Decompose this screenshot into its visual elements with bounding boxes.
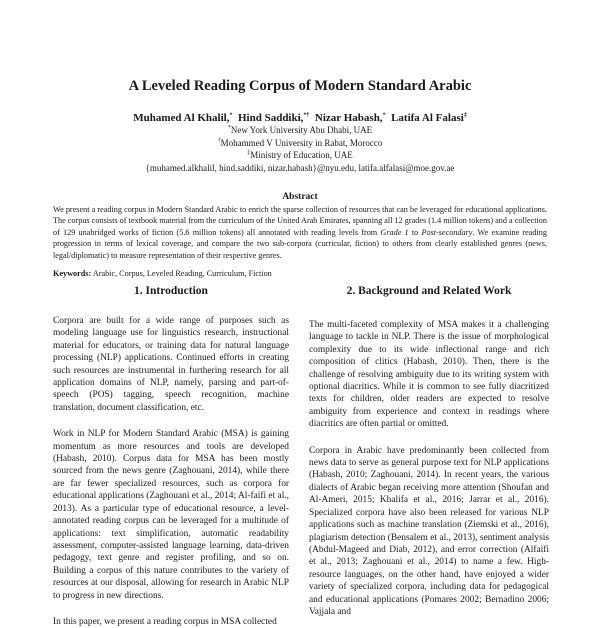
keywords: Keywords: Arabic, Corpus, Leveled Reading, Curriculum, Fiction [53, 269, 272, 278]
section-heading-introduction: 1. Introduction [134, 285, 208, 297]
affiliation: †Mohammed V University in Rabat, Morocco [217, 137, 383, 148]
paragraph: Corpora are built for a wide range of purposes such as modeling language use for linguistics research, instructional material for educators, or training data for natural language processing (NLP) applications. Continued efforts in creating such resources are instrumental in furthering research for all application domains of NLP, namely, parsing and part-of-speech (POS) tagging, speech recognition, machine translation, document classification, etc. [53, 316, 289, 413]
paragraph: Work in NLP for Modern Standard Arabic (MSA) is gaining momentum as more resources and tools are developed (Habash, 2010). Corpus data for MSA has been mostly sourced from the news genre (Zaghouani, 2014), while there are far fewer specialized resources, such as corpora for educational applications (Zaghouani et al., 2014; Al-faifi et al., 2013). As a particular type of educational resource, a level-annotated reading corpus can be leveraged for a multitude of applications: text simplification, automatic readability assessment, computer-assisted language learning, data-driven pedagogy, text genre and register profiling, and so on. Building a corpus of this nature contributes to the variety of resources at our disposal, allowing for research in Arabic NLP to progress in new directions. [53, 429, 289, 601]
affiliation: *New York University Abu Dhabi, UAE [227, 125, 373, 135]
abstract-text: We present a reading corpus in Modern Standard Arabic to enrich the sparse collection of resources that can be leveraged for educational applications. The corpus consists of textbook material from the curriculum of the United Arab Emirates, spanning all 12 grades (1.4 million tokens) and a collection of 129 unabridged works of fiction (5.6 million tokens) all annotated with reading levels from Grade 1 to Post-secondary. We examine reading progression in terms of lexical coverage, and compare the two sub-corpora (curricular, fiction) to others from clearly established genres (news, legal/diplomatic) to measure representation of their respective genres. [53, 205, 547, 260]
author-list [0, 111, 600, 125]
paper-title: A Leveled Reading Corpus of Modern Standard Arabic [128, 78, 472, 94]
affiliations [0, 124, 600, 174]
author: Hind Saddiki,*† [237, 112, 310, 124]
author-emails: {muhamed.alkhalil, hind.saddiki, nizar.habash}@nyu.edu, latifa.alfalasi@moe.gov.ae [145, 162, 455, 173]
right-column [309, 305, 549, 617]
author: Nizar Habash,* [314, 112, 386, 124]
section-heading-background: 2. Background and Related Work [346, 285, 512, 297]
author: Muhamed Al Khalil,* [133, 112, 233, 124]
author: Latifa Al Falasi‡ [391, 112, 467, 124]
paragraph: The multi-faceted complexity of MSA makes it a challenging language to tackle in NLP. There is the issue of morphological complexity due to its wide inflectional range and rich composition of clitics (Habash, 2010). Then, there is the challenge of resolving ambiguity due to its writing system with optional diacritics. While it is common to see fully diacritized texts for children, older readers are expected to resolve ambiguity from experience and context in readings where diacritics are often partial or omitted. [309, 320, 549, 430]
abstract-heading: Abstract [282, 192, 318, 202]
affiliation: ‡Ministry of Education, UAE [247, 150, 353, 160]
paragraph: In this paper, we present a reading corpus in MSA collected [53, 616, 277, 627]
left-column [53, 305, 289, 627]
paragraph: Corpora in Arabic have predominantly been collected from news data to serve as general purpose text for NLP applications (Habash, 2010; Zaghouani, 2014). In recent years, the various dialects of Arabic began receiving more attention (Shoufan and Al-Ameri, 2015; Khalifa et al., 2016; Jarrar et al., 2016). Specialized corpora have also been released for various NLP applications such as machine translation (Ziemski et al., 2016), plagiarism detection (Bensalem et al., 2013), sentiment analysis (Abdul-Mageed and Diab, 2012), and error correction (Alfaifi et al., 2013; Zaghouani et al., 2014) to name a few. High-resource languages, on the other hand, have enjoyed a wider variety of specialized corpora, including data for pedagogical and educational applications (Pomares 2002; Bernadino 2006; Vajjala and [309, 445, 549, 617]
